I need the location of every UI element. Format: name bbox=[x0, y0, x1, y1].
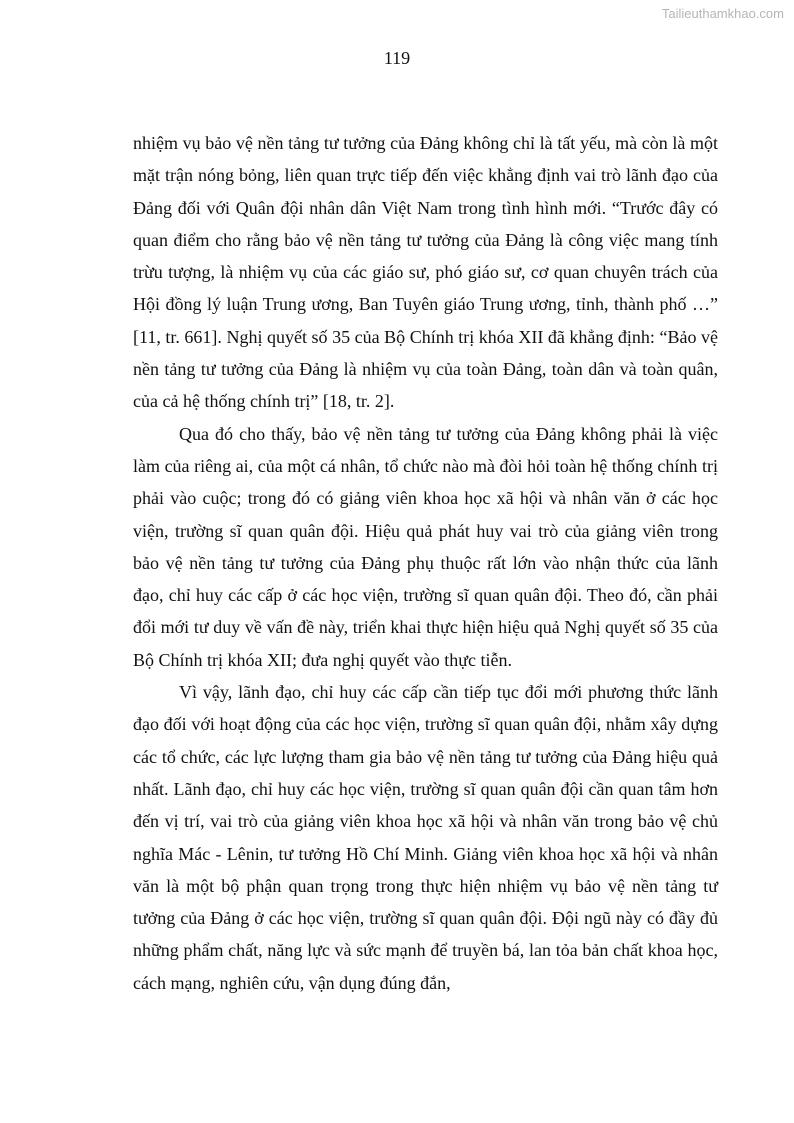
paragraph-2: Qua đó cho thấy, bảo vệ nền tảng tư tưởng của Đảng không phải là việc làm của riêng ai, của một cá nhân, tổ chức nào mà đòi hỏi toàn hệ thống chính trị phải vào cuộc; trong đó có giảng viên khoa học xã hội và nhân văn ở các học viện, trường sĩ quan quân đội. Hiệu quả phát huy vai trò của giảng viên trong bảo vệ nền tảng tư tưởng của Đảng phụ thuộc rất lớn vào nhận thức của lãnh đạo, chỉ huy các cấp ở các học viện, trường sĩ quan quân đội. Theo đó, cần phải đổi mới tư duy về vấn đề này, triển khai thực hiện hiệu quả Nghị quyết số 35 của Bộ Chính trị khóa XII; đưa nghị quyết vào thực tiễn. bbox=[133, 423, 718, 670]
paragraph-3: Vì vậy, lãnh đạo, chỉ huy các cấp cần tiếp tục đổi mới phương thức lãnh đạo đối với hoạt động của các học viện, trường sĩ quan quân đội, nhằm xây dựng các tổ chức, các lực lượng tham gia bảo vệ nền tảng tư tưởng của Đảng hiệu quả nhất. Lãnh đạo, chỉ huy các học viện, trường sĩ quan quân đội cần quan tâm hơn đến vị trí, vai trò của giảng viên khoa học xã hội và nhân văn trong bảo vệ chủ nghĩa Mác - Lênin, tư tưởng Hồ Chí Minh. Giảng viên khoa học xã hội và nhân văn là một bộ phận quan trọng trong thực hiện nhiệm vụ bảo vệ nền tảng tư tưởng của Đảng ở các học viện, trường sĩ quan quân đội. Đội ngũ này có đầy đủ những phẩm chất, năng lực và sức mạnh để truyền bá, lan tỏa bản chất khoa học, cách mạng, nghiên cứu, vận dụng đúng đắn, bbox=[133, 682, 718, 993]
watermark: Tailieuthamkhao.com bbox=[661, 6, 784, 21]
page-number: 119 bbox=[383, 48, 411, 68]
paragraph-1: nhiệm vụ bảo vệ nền tảng tư tưởng của Đảng không chỉ là tất yếu, mà còn là một mặt trận nóng bỏng, liên quan trực tiếp đến việc khẳng định vai trò lãnh đạo của Đảng đối với Quân đội nhân dân Việt Nam trong tình hình mới. “Trước đây có quan điểm cho rằng bảo vệ nền tảng tư tưởng của Đảng là công việc mang tính trừu tượng, là nhiệm vụ của các giáo sư, phó giáo sư, cơ quan chuyên trách của Hội đồng lý luận Trung ương, Ban Tuyên giáo Trung ương, tỉnh, thành phố …” [11, tr. 661]. Nghị quyết số 35 của Bộ Chính trị khóa XII đã khẳng định: “Bảo vệ nền tảng tư tưởng của Đảng là nhiệm vụ của toàn Đảng, toàn dân và toàn quân, của cả hệ thống chính trị” [18, tr. 2]. bbox=[133, 133, 718, 412]
document-body bbox=[133, 127, 718, 999]
